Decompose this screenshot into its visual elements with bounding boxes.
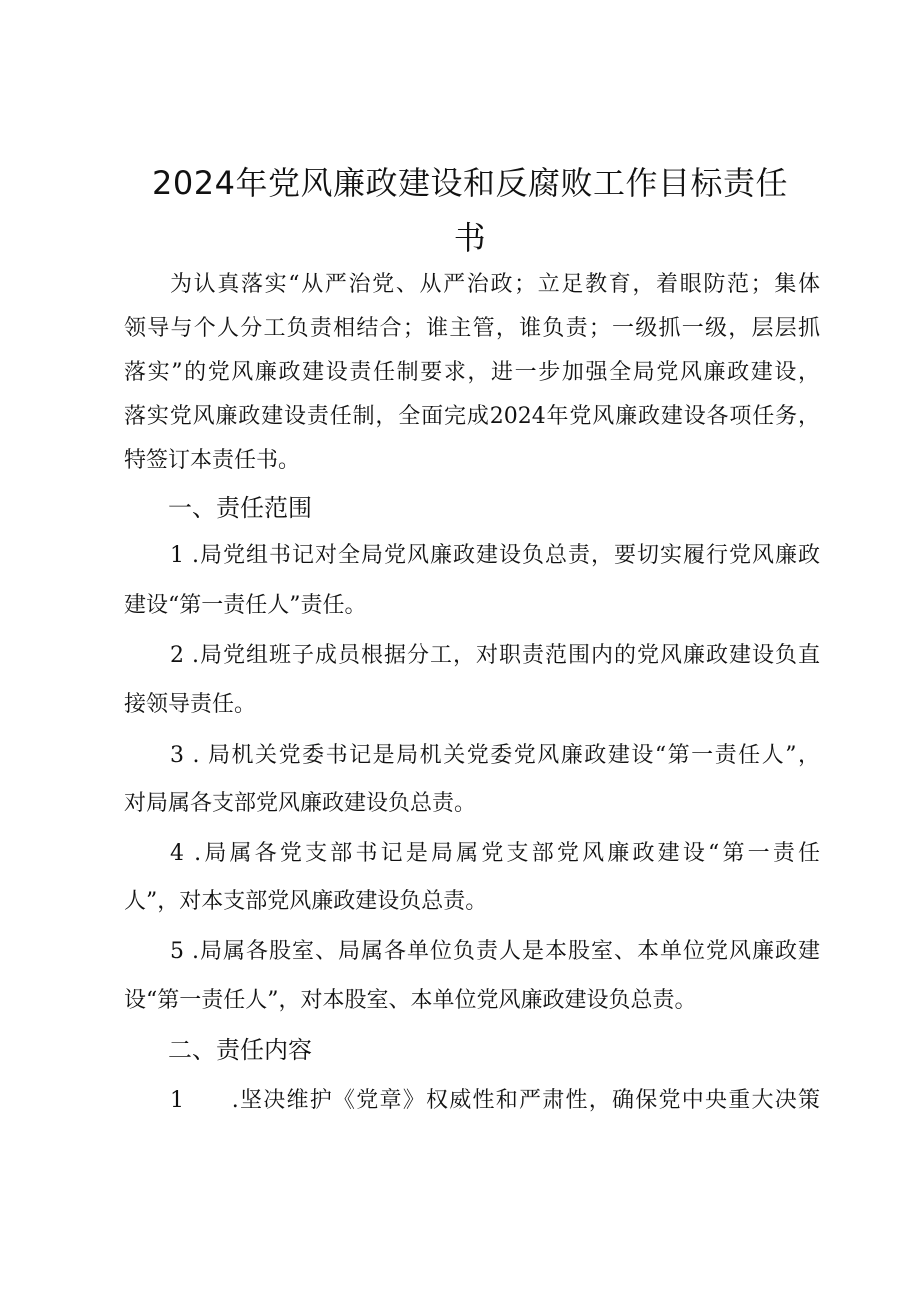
content-item-1-line-1: 1 .坚决维护《党章》权威性和严肃性，确保党中央重大决策 — [170, 1088, 820, 1113]
scope-item-2-line-1: 2 .局党组班子成员根据分工，对职责范围内的党风廉政建设负直 — [170, 643, 820, 668]
intro-line-3: 落实”的党风廉政建设责任制要求，进一步加强全局党风廉政建设， — [124, 360, 820, 385]
scope-item-4-line-2: 人”，对本支部党风廉政建设负总责。 — [124, 889, 488, 914]
document-title-line-2: 书 — [453, 219, 487, 257]
scope-item-3-line-1: 3 . 局机关党委书记是局机关党委党风廉政建设“第一责任人”， — [170, 743, 820, 768]
section-heading-scope: 一、责任范围 — [168, 494, 312, 522]
scope-item-3-line-2: 对局属各支部党风廉政建设负总责。 — [124, 791, 477, 816]
scope-item-1-line-2: 建设“第一责任人”责任。 — [124, 593, 367, 618]
section-heading-content: 二、责任内容 — [168, 1036, 312, 1064]
scope-item-1-line-1: 1 .局党组书记对全局党风廉政建设负总责，要切实履行党风廉政 — [170, 543, 820, 568]
scope-item-5-line-1: 5 .局属各股室、局属各单位负责人是本股室、本单位党风廉政建 — [170, 939, 820, 964]
scope-item-5-line-2: 设“第一责任人”，对本股室、本单位党风廉政建设负总责。 — [124, 988, 697, 1013]
intro-line-4: 落实党风廉政建设责任制，全面完成2024年党风廉政建设各项任务， — [124, 404, 820, 429]
intro-line-1: 为认真落实“从严治党、从严治政；立足教育，着眼防范；集体 — [170, 272, 820, 297]
scope-item-2-line-2: 接领导责任。 — [124, 692, 257, 717]
intro-line-2: 领导与个人分工负责相结合；谁主管，谁负责；一级抓一级，层层抓 — [124, 316, 820, 341]
intro-line-5: 特签订本责任书。 — [124, 448, 301, 473]
scope-item-4-line-1: 4 .局属各党支部书记是局属党支部党风廉政建设“第一责任 — [170, 841, 820, 866]
document-title-line-1: 2024年党风廉政建设和反腐败工作目标责任 — [152, 164, 788, 202]
